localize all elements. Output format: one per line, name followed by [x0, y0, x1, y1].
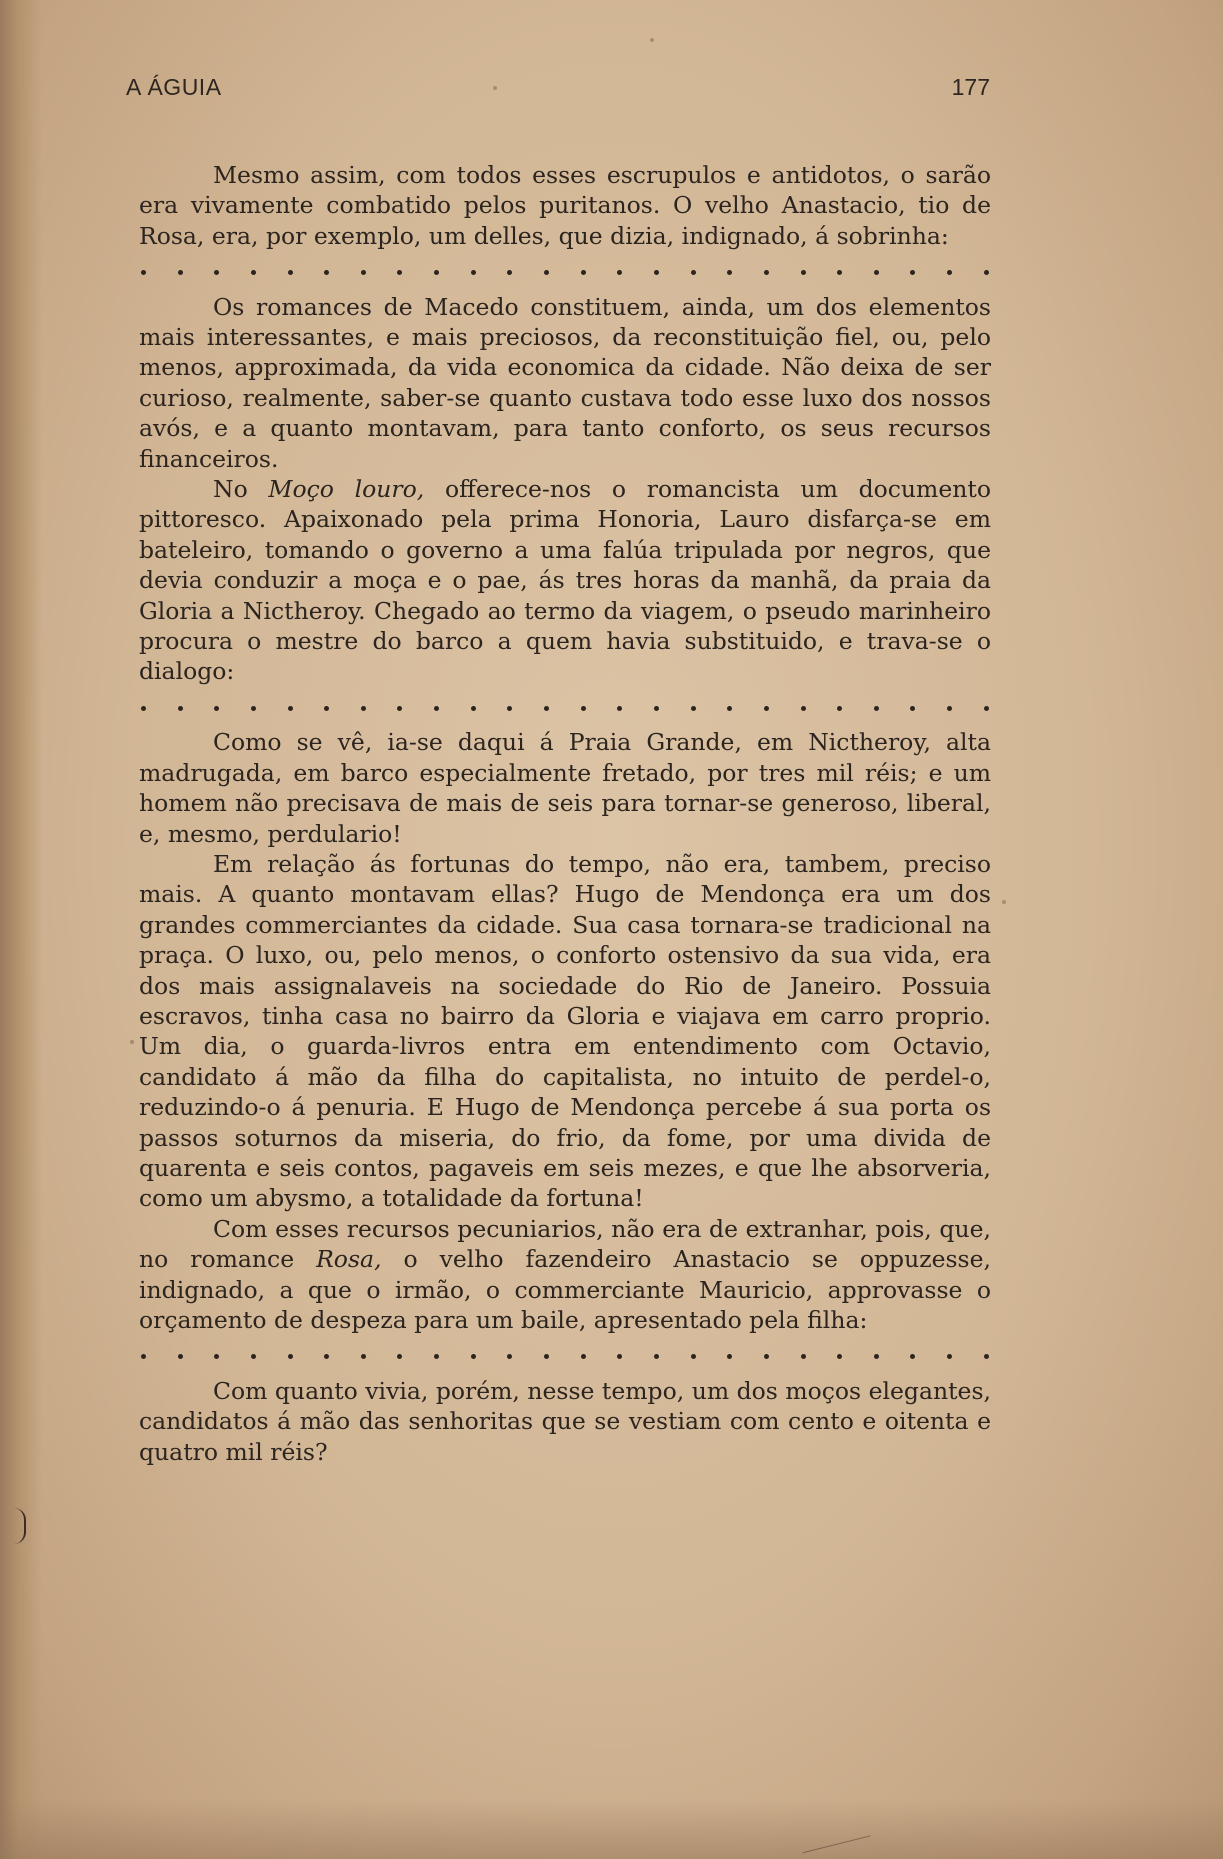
running-head: A ÁGUIA [126, 74, 222, 100]
page-number: 177 [951, 74, 990, 100]
book-title-rosa: Rosa, [316, 1245, 382, 1274]
paragraph-6 [139, 1214, 991, 1336]
page-bottom-edge-shadow [0, 1799, 1223, 1859]
paper-speck [650, 38, 654, 42]
ellipsis-row [139, 1341, 991, 1371]
body-text [139, 160, 991, 1467]
ellipsis-row [139, 257, 991, 287]
paragraph-3-rest: offerece-nos o romancista um documento pittoresco. Apaixonado pela prima Honoria, Lauro disfarça-se em bateleiro, tomando o governo a uma falúa tripulada por negros, que devia conduzir a moça e o pae, ás tres horas da manhã, da praia da Gloria a Nictheroy. Chegado ao termo da viagem, o pseudo marinheiro procura o mestre do barco a quem havia substituido, e trava-se o dialogo: [139, 475, 991, 686]
paragraph-5: Em relação ás fortunas do tempo, não era, tambem, preciso mais. A quanto montavam ellas? Hugo de Mendonça era um dos grandes commerciantes da cidade. Sua casa tornara-se tradicional na praça. O luxo, ou, pelo menos, o conforto ostensivo da sua vida, era dos mais assignalaveis na sociedade do Rio de Janeiro. Possuia escravos, tinha casa no bairro da Gloria e viajava em carro proprio. Um dia, o guarda-livros entra em entendimento com Octavio, candidato á mão da filha do capitalista, no intuito de perdel-o, reduzindo-o á penuria. E Hugo de Mendonça percebe á sua porta os passos soturnos da miseria, do frio, da fome, por uma divida de quarenta e seis contos, pagaveis em seis mezes, e que lhe absorveria, como um abysmo, a totalidade da fortuna! [139, 849, 991, 1213]
paragraph-7: Com quanto vivia, porém, nesse tempo, um dos moços elegantes, candidatos á mão das senhoritas que se vestiam com cento e oitenta e quatro mil réis? [139, 1376, 991, 1466]
paragraph-4: Como se vê, ia-se daqui á Praia Grande, em Nictheroy, alta madrugada, em barco especialmente fretado, por tres mil réis; e um homem não precisava de mais de seis para tornar-se generoso, liberal, e, mesmo, perdulario! [139, 728, 991, 848]
page-left-edge-shadow [0, 0, 42, 1859]
margin-pencil-mark [10, 1508, 26, 1544]
paper-speck [130, 1040, 134, 1044]
paper-speck [1002, 900, 1006, 904]
page-header [126, 74, 990, 110]
paragraph-1: Mesmo assim, com todos esses escrupulos e antidotos, o sarão era vivamente combatido pelos puritanos. O velho Anastacio, tio de Rosa, era, por exemplo, um delles, que dizia, indignado, á sobrinha: [139, 161, 991, 250]
paragraph-3 [139, 474, 991, 687]
book-title-moco-louro: Moço louro, [268, 475, 425, 504]
paragraph-6-rest: o velho fazendeiro Anastacio se oppuzesse, indignado, a que o irmão, o commerciante Mauricio, approvasse o orçamento de despeza para um baile, apresentado pela filha: [139, 1245, 991, 1334]
paragraph-6-start: Com esses recursos pecuniarios, não era de extranhar, pois, que, no romance [139, 1214, 991, 1274]
paragraph-2: Os romances de Macedo constituem, ainda, um dos elementos mais interessantes, e mais preciosos, da reconstituição fiel, ou, pelo menos, approximada, da vida economica da cidade. Não deixa de ser curioso, realmente, saber-se quanto custava todo esse luxo dos nossos avós, e a quanto montavam, para tanto conforto, os seus recursos financeiros. [139, 292, 991, 473]
paragraph-3-start: No [213, 475, 269, 504]
ellipsis-row [139, 693, 991, 723]
